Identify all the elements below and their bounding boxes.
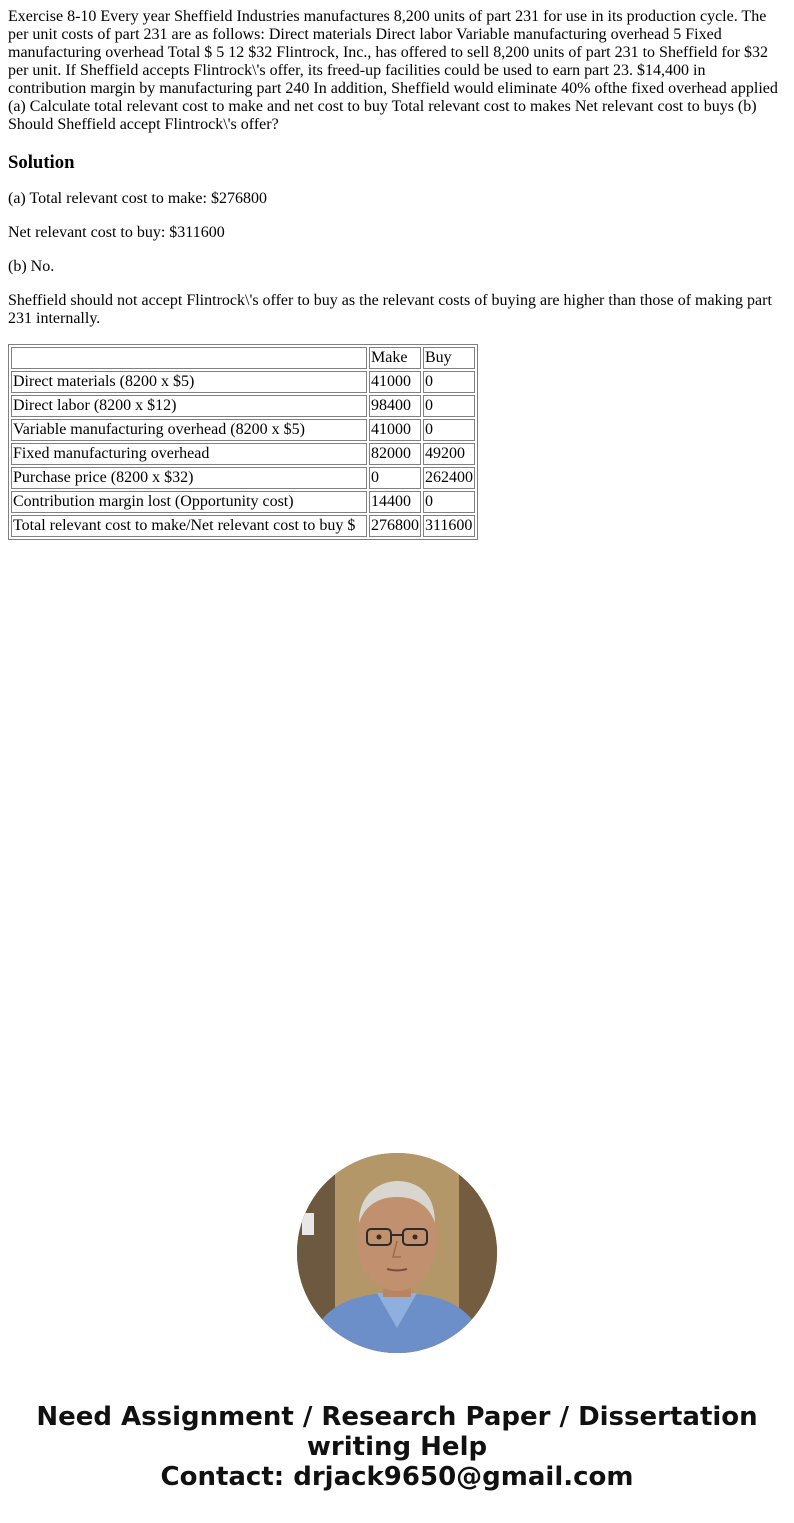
make-value: 14400: [369, 491, 421, 513]
row-label: Total relevant cost to make/Net relevant cost to buy $: [11, 515, 367, 537]
buy-value: 0: [423, 491, 475, 513]
row-label: Direct labor (8200 x $12): [11, 395, 367, 417]
header-cell-buy: Buy: [423, 347, 475, 369]
solution-heading: Solution: [8, 152, 75, 173]
person-portrait-image: [297, 1153, 497, 1353]
table-row: [11, 395, 475, 417]
header-cell-make: Make: [369, 347, 421, 369]
make-value: 82000: [369, 443, 421, 465]
avatar: [297, 1153, 497, 1353]
row-label: Variable manufacturing overhead (8200 x $5): [11, 419, 367, 441]
make-value: 0: [369, 467, 421, 489]
make-value: 98400: [369, 395, 421, 417]
buy-value: 0: [423, 395, 475, 417]
document-body: [0, 0, 794, 540]
promo-text: [0, 1402, 794, 1492]
table-header-row: [11, 347, 475, 369]
buy-value: 0: [423, 419, 475, 441]
table-row: [11, 371, 475, 393]
buy-value: 0: [423, 371, 475, 393]
question-text: Exercise 8-10 Every year Sheffield Industries manufactures 8,200 units of part 231 for use in its production cycle. The per unit costs of part 231 are as follows: Direct materials Direct labor Variable manufacturing overhead 5 Fixed manufacturing overhead Total $ 5 12 $32 Flintrock, Inc., has offered to sell 8,200 units of part 231 to Sheffield for $32 per unit. If Sheffield accepts Flintrock\'s offer, its freed-up facilities could be used to earn part 23. $14,400 in contribution margin by manufacturing part 240 In addition, Sheffield would eliminate 40% ofthe fixed overhead applied (a) Calculate total relevant cost to make and net cost to buy Total relevant cost to makes Net relevant cost to buys (b) Should Sheffield accept Flintrock\'s offer?: [8, 8, 778, 133]
table-row: [11, 443, 475, 465]
make-cost-line: (a) Total relevant cost to make: $276800: [8, 190, 267, 207]
explanation: Sheffield should not accept Flintrock\'s offer to buy as the relevant costs of buying are higher than those of making part 231 internally.: [8, 292, 772, 327]
table-row: [11, 491, 475, 513]
promo-line-1: Need Assignment / Research Paper / Dissertation: [36, 1402, 758, 1432]
buy-cost-line: Net relevant cost to buy: $311600: [8, 224, 225, 241]
buy-value: 49200: [423, 443, 475, 465]
buy-value: 311600: [423, 515, 475, 537]
table-row: [11, 419, 475, 441]
promo-contact-line: Contact: drjack9650@gmail.com: [160, 1462, 634, 1492]
make-value: 276800: [369, 515, 421, 537]
cost-comparison-table: [8, 344, 478, 540]
row-label: Direct materials (8200 x $5): [11, 371, 367, 393]
promo-photo-block: [0, 1153, 794, 1358]
header-cell-blank: [11, 347, 367, 369]
table-row-total: [11, 515, 475, 537]
make-value: 41000: [369, 371, 421, 393]
row-label: Contribution margin lost (Opportunity cost): [11, 491, 367, 513]
make-value: 41000: [369, 419, 421, 441]
row-label: Purchase price (8200 x $32): [11, 467, 367, 489]
promo-line-2: writing Help: [306, 1432, 488, 1462]
table-row: [11, 467, 475, 489]
row-label: Fixed manufacturing overhead: [11, 443, 367, 465]
buy-value: 262400: [423, 467, 475, 489]
answer-b: (b) No.: [8, 258, 55, 275]
